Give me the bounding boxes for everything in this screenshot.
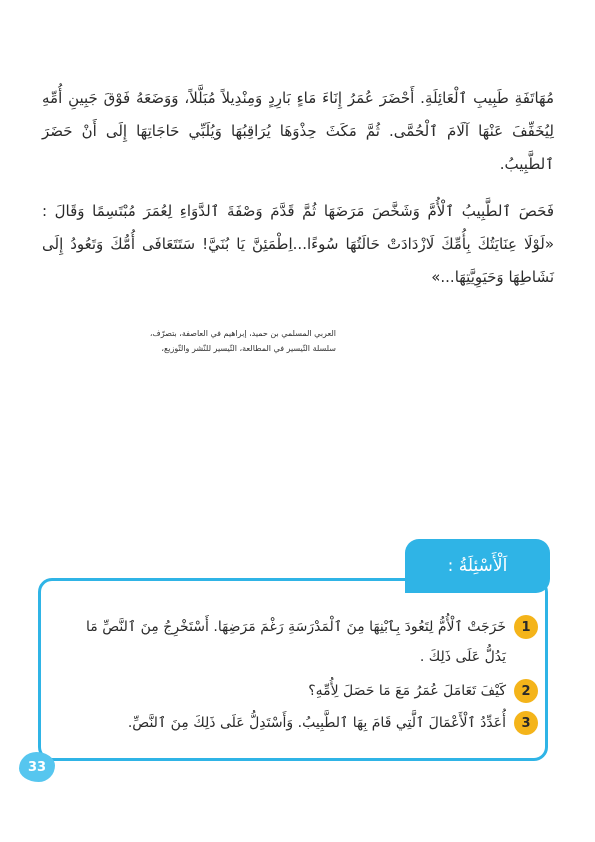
question-number-badge: 1 <box>514 615 538 639</box>
question-number-badge: 2 <box>514 679 538 703</box>
question-text: أُعَدِّدُ ٱلْأَعْمَالَ ٱلَّتِي قَامَ بِهَا ٱلطَّبِيبُ. وَأَسْتَدِلُّ عَلَى ذَلِكَ مِنَ ٱلنَّصِّ. <box>127 715 506 731</box>
questions-header: اَلْأَسْئِلَةُ : <box>405 539 550 593</box>
question-text: خَرَجَتْ ٱلْأُمُّ لِتَعُودَ بِٱبْنِهَا مِنَ ٱلْمَدْرَسَةِ رَغْمَ مَرَضِهَا. أَسْتَخْرِجُ مِنَ ٱلنَّصِّ مَا يَدُلُّ عَلَى ذَلِكَ . <box>86 619 506 665</box>
question-number-badge: 3 <box>514 711 538 735</box>
page-number: 33 <box>19 752 55 782</box>
source-line-1: العربي المسلمي بن حميد، إبراهيم في العاصفة، بتصرّف، <box>149 329 336 338</box>
source-line-2: سلسلة التّيسير في المطالعة، التّيسير للنّشر والتّوزيع، <box>161 344 336 353</box>
question-2 <box>308 676 538 706</box>
question-text: كَيْفَ تَعَامَلَ عُمَرُ مَعَ مَا حَصَلَ لِأُمِّهِ؟ <box>308 683 506 699</box>
story-paragraph-2: فَحَصَ ٱلطَّبِيبُ ٱلْأُمَّ وَشَخَّصَ مَرَضَهَا ثُمَّ قَدَّمَ وَصْفَةَ ٱلدَّوَاءِ لِعُمَرَ مُبْتَسِمًا وَقَالَ : «لَوْلَا عِنَايَتُكَ بِأُمِّكَ لَازْدَادَتْ حَالَتُهَا سُوءًا...اِطْمَئِنَّ يَا بُنَيَّ! سَتَتَعَافَى أُمُّكَ وَتَعُودُ إِلَى نَشَاطِهَا وَحَيَوِيَّتِهَا...» <box>42 202 554 286</box>
story-paragraph-1: مُهَاتَفَةِ طَبِيبِ ٱلْعَائِلَةِ. أَحْضَرَ عُمَرُ إِنَاءَ مَاءٍ بَارِدٍ وَمِنْدِيلاً مُبَلَّلاً، وَوَضَعَهُ فَوْقَ جَبِينِ أُمِّهِ لِيُخَفِّفَ عَنْهَا آلَامَ ٱلْحُمَّى. ثُمَّ مَكَثَ حِذْوَهَا يُرَاقِبُهَا وَيُلَبِّي حَاجَاتِهَا إِلَى أَنْ حَضَرَ ٱلطَّبِيبُ. <box>42 89 554 173</box>
source-citation <box>100 326 336 356</box>
question-3 <box>128 708 538 738</box>
question-1 <box>83 612 538 672</box>
